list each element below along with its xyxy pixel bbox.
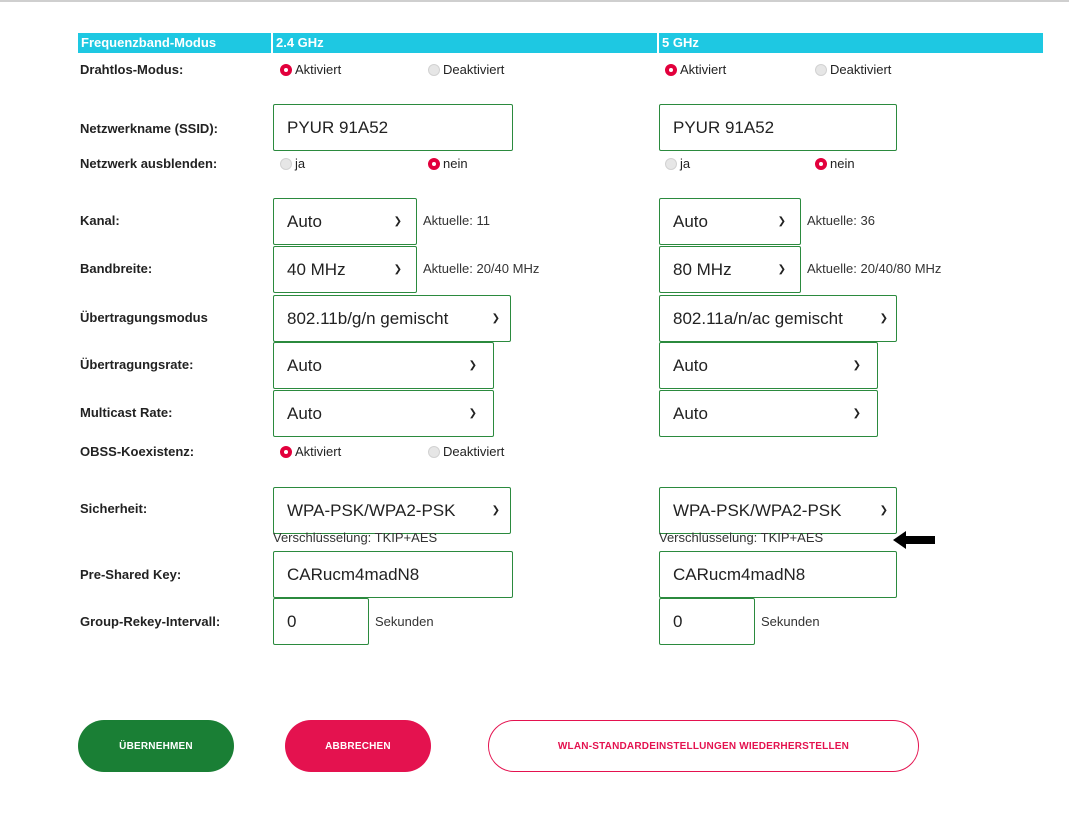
- rekey-24-unit: Sekunden: [375, 614, 434, 629]
- radio-unselected-icon: [815, 64, 827, 76]
- radio-label: Deaktiviert: [443, 62, 505, 77]
- radio-label: Aktiviert: [295, 62, 342, 77]
- psk-5-input[interactable]: CARucm4madN8: [659, 551, 897, 598]
- channel-label: Kanal:: [80, 213, 120, 228]
- multicast-rate-label: Multicast Rate:: [80, 405, 173, 420]
- obss-disabled-radio[interactable]: [428, 444, 504, 459]
- chevron-down-icon: ❯: [852, 408, 861, 419]
- radio-selected-icon: [665, 64, 677, 76]
- wireless-mode-label: Drahtlos-Modus:: [80, 62, 184, 77]
- chevron-down-icon: ❯: [879, 505, 888, 516]
- select-value: 40 MHz: [287, 259, 346, 279]
- transmission-mode-label: Übertragungsmodus: [80, 310, 208, 325]
- header-24ghz: [273, 33, 657, 53]
- channel-5-select[interactable]: [659, 198, 801, 245]
- bandwidth-5-select[interactable]: [659, 246, 801, 293]
- hide-5-no-radio[interactable]: [815, 156, 855, 171]
- psk-24-input[interactable]: CARucm4madN8: [273, 551, 513, 598]
- multicast-5-select[interactable]: [659, 390, 878, 437]
- chevron-down-icon: ❯: [393, 216, 402, 227]
- ssid-24-input[interactable]: PYUR 91A52: [273, 104, 513, 151]
- rekey-5-unit: Sekunden: [761, 614, 820, 629]
- select-value: Auto: [287, 355, 322, 375]
- bandwidth-24-select[interactable]: [273, 246, 417, 293]
- radio-label: Deaktiviert: [443, 444, 505, 459]
- top-divider: [0, 0, 1069, 2]
- wireless-5-enabled-radio[interactable]: [665, 62, 726, 77]
- radio-selected-icon: [815, 158, 827, 170]
- security-label: Sicherheit:: [80, 501, 148, 516]
- chevron-down-icon: ❯: [468, 408, 477, 419]
- chevron-down-icon: ❯: [879, 313, 888, 324]
- radio-selected-icon: [280, 446, 292, 458]
- rekey-24-input[interactable]: 0: [273, 598, 369, 645]
- select-value: Auto: [673, 211, 708, 231]
- radio-label: nein: [830, 156, 855, 171]
- radio-label: Aktiviert: [680, 62, 727, 77]
- select-value: 80 MHz: [673, 259, 732, 279]
- encryption-24-text: Verschlüsselung: TKIP+AES: [273, 530, 438, 545]
- obss-label: OBSS-Koexistenz:: [80, 444, 195, 459]
- radio-unselected-icon: [665, 158, 677, 170]
- channel-24-select[interactable]: [273, 198, 417, 245]
- select-value: 802.11b/g/n gemischt: [287, 308, 449, 328]
- header-band2: 5 GHz: [662, 35, 699, 50]
- hide-24-no-radio[interactable]: [428, 156, 468, 171]
- rate-24-select[interactable]: [273, 342, 494, 389]
- radio-label: Aktiviert: [295, 444, 342, 459]
- apply-button[interactable]: ÜBERNEHMEN: [78, 720, 234, 772]
- radio-label: nein: [443, 156, 468, 171]
- security-24-select[interactable]: [273, 487, 511, 534]
- ssid-5-input[interactable]: PYUR 91A52: [659, 104, 897, 151]
- radio-label: ja: [680, 156, 691, 171]
- bandwidth-24-current: Aktuelle: 20/40 MHz: [423, 261, 540, 276]
- psk-label: Pre-Shared Key:: [80, 567, 182, 582]
- select-value: 802.11a/n/ac gemischt: [673, 308, 843, 328]
- chevron-down-icon: ❯: [852, 360, 861, 371]
- radio-label: ja: [295, 156, 306, 171]
- header-label: Frequenzband-Modus: [81, 35, 217, 50]
- hide-24-yes-radio[interactable]: [280, 156, 305, 171]
- channel-5-current: Aktuelle: 36: [807, 213, 875, 228]
- select-value: WPA-PSK/WPA2-PSK: [673, 500, 842, 520]
- rekey-label: Group-Rekey-Intervall:: [80, 614, 221, 629]
- security-5-select[interactable]: [659, 487, 897, 534]
- header-band1: 2.4 GHz: [276, 35, 324, 50]
- radio-unselected-icon: [428, 64, 440, 76]
- multicast-24-select[interactable]: [273, 390, 494, 437]
- radio-selected-icon: [280, 64, 292, 76]
- header-5ghz: [659, 33, 1043, 53]
- rate-5-select[interactable]: [659, 342, 878, 389]
- wireless-24-disabled-radio[interactable]: [428, 62, 504, 77]
- hide-5-yes-radio[interactable]: [665, 156, 690, 171]
- reset-defaults-button[interactable]: WLAN-STANDARDEINSTELLUNGEN WIEDERHERSTELLEN: [488, 720, 919, 772]
- channel-24-current: Aktuelle: 11: [423, 213, 490, 228]
- obss-enabled-radio[interactable]: [280, 444, 341, 459]
- arrow-left-icon: [893, 530, 937, 550]
- rekey-5-input[interactable]: 0: [659, 598, 755, 645]
- ssid-label: Netzwerkname (SSID):: [80, 121, 218, 136]
- hide-network-label: Netzwerk ausblenden:: [80, 156, 218, 171]
- wireless-24-enabled-radio[interactable]: [280, 62, 341, 77]
- select-value: Auto: [673, 355, 708, 375]
- mode-5-select[interactable]: [659, 295, 897, 342]
- chevron-down-icon: ❯: [491, 313, 500, 324]
- chevron-down-icon: ❯: [777, 216, 786, 227]
- bandwidth-5-current: Aktuelle: 20/40/80 MHz: [807, 261, 942, 276]
- radio-label: Deaktiviert: [830, 62, 892, 77]
- select-value: Auto: [673, 403, 708, 423]
- select-value: WPA-PSK/WPA2-PSK: [287, 500, 456, 520]
- header-band-mode: [78, 33, 271, 53]
- cancel-button[interactable]: ABBRECHEN: [285, 720, 431, 772]
- radio-selected-icon: [428, 158, 440, 170]
- radio-unselected-icon: [280, 158, 292, 170]
- chevron-down-icon: ❯: [468, 360, 477, 371]
- select-value: Auto: [287, 403, 322, 423]
- select-value: Auto: [287, 211, 322, 231]
- bandwidth-label: Bandbreite:: [80, 261, 153, 276]
- chevron-down-icon: ❯: [777, 264, 786, 275]
- mode-24-select[interactable]: [273, 295, 511, 342]
- encryption-5-text: Verschlüsselung: TKIP+AES: [659, 530, 824, 545]
- chevron-down-icon: ❯: [491, 505, 500, 516]
- transmission-rate-label: Übertragungsrate:: [80, 357, 194, 372]
- chevron-down-icon: ❯: [393, 264, 402, 275]
- wireless-5-disabled-radio[interactable]: [815, 62, 891, 77]
- radio-unselected-icon: [428, 446, 440, 458]
